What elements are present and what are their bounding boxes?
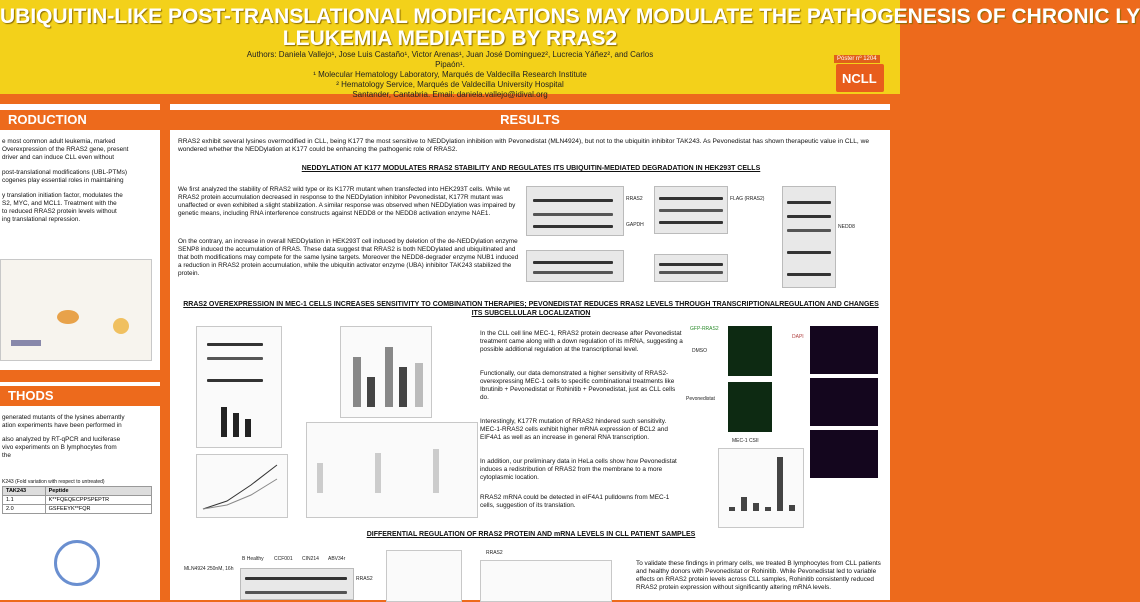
rras2-plot-label: RRAS2 <box>486 550 503 556</box>
western-blot-5 <box>782 186 836 288</box>
results-p6: In addition, our preliminary data in HeLa cells show how Pevonedistat induces a redistribution of RRAS2 from the membrane to a more cytoplasmic location. <box>480 458 677 481</box>
methods-panel <box>0 382 160 600</box>
intro-line: S2, MYC, and MCL1. Treatment with the <box>2 200 117 207</box>
table-cell: GSFEEYK**FQR <box>45 505 151 514</box>
intro-text <box>2 138 156 224</box>
results-p3: In the CLL cell line MEC-1, RRAS2 protein decrease after Pevonedistat treatment came along with a down regulation of its mRNA, suggesting a possible additional regulation at the transcriptional level. <box>480 330 683 353</box>
blot-label-nedd8: NEDD8 <box>838 224 855 230</box>
authors-block <box>240 50 660 100</box>
intro-line: e most common adult leukemia, marked <box>2 138 116 145</box>
mec1-blots-figure <box>196 326 282 448</box>
address: Santander, Cantabria. Email: daniela.vallejo@idival.org <box>352 90 548 99</box>
patient-label: CCF001 <box>274 556 293 562</box>
logo-text: NCLL <box>842 71 877 86</box>
mln-treatment-label: MLN4924 250nM, 16h <box>184 566 234 572</box>
patient-label: ABV34r <box>328 556 346 562</box>
table-header-row <box>3 487 152 496</box>
scatter-plots-figure <box>306 422 478 518</box>
poster-title <box>0 5 1140 50</box>
subsection-3-title: DIFFERENTIAL REGULATION OF RRAS2 PROTEIN AND mRNA LEVELS IN CLL PATIENT SAMPLES <box>366 531 696 538</box>
results-heading: RESULTS <box>170 110 890 130</box>
patient-label: B Healthy <box>242 556 264 562</box>
patient-blot-rras2: RRAS2 <box>356 576 373 582</box>
subsection-1-title: NEDDYLATION AT K177 MODULATES RRAS2 STABILITY AND REGULATES ITS UBIQUITIN-MEDIATED DEGRADATION IN HEK293T CELLS <box>301 165 761 172</box>
patient-western-blot <box>240 568 354 600</box>
gfp-label: GFP-RRAS2 <box>690 326 719 332</box>
western-blot-1 <box>526 186 624 236</box>
patient-label: CIN214 <box>302 556 319 562</box>
microscopy-pevonedistat <box>728 382 772 432</box>
results-p7: RRAS2 mRNA could be detected in eIF4A1 pulldowns from MEC-1 cells, suggestion of its translation. <box>480 494 670 509</box>
results-p4: Functionally, our data demonstrated a higher sensitivity of RRAS2-overexpressing MEC-1 cells to specific combinational treatments like Ibrutinib + Pevonedistat or Rohinitib + Pevonedistat, just as CLL cells do. <box>480 370 676 401</box>
results-p5: Interestingly, K177R mutation of RRAS2 hindered such sensitivity. MEC-1-RRAS2 cells exhibit higher mRNA expression of BCL2 and EIF4A1 as well as an increase in general RNA transcription. <box>480 418 668 441</box>
intro-line: driver and can induce CLL even without <box>2 154 115 161</box>
intro-line: cogenes play essential roles in maintaining <box>2 177 124 184</box>
blot-label-gapdh: GAPDH <box>626 222 644 228</box>
table-cell: 1.1 <box>3 496 46 505</box>
intro-line: ing translational repression. <box>2 216 81 223</box>
table-cell: 2.0 <box>3 505 46 514</box>
title-line-2: LEUKEMIA MEDIATED BY RRAS2 <box>282 27 618 50</box>
table-row <box>3 496 152 505</box>
results-panel <box>170 104 890 600</box>
poster-number: Póster nº 1204 <box>834 55 880 63</box>
table-cell: K**FQEQECPPSPEPTR <box>45 496 151 505</box>
subsection-2-title: RRAS2 OVEREXPRESSION IN MEC-1 CELLS INCREASES SENSITIVITY TO COMBINATION THERAPIES; PEVONEDISTAT REDUCES RRAS2 LEVELS THROUGH TRANSCRIPTIONALREGULATION AND CHANGES ITS SUBCELLULAR LOCALIZATION <box>183 301 879 317</box>
pevonedistat-label: Pevonedistat <box>686 396 715 402</box>
cell-death-bar-chart <box>340 326 432 418</box>
western-blot-2 <box>526 250 624 282</box>
patient-protein-plot <box>386 550 462 602</box>
methods-line: generated mutants of the lysines aberrantly <box>2 414 125 421</box>
results-p1: We first analyzed the stability of RRAS2 wild type or its K177R mutant when transfected into HEK293T cells. While wt RRAS2 protein accumulation decreased in response to the NEDDylation inhibitor Pevonedistat, K177R mutant was unaffected or even exhibited a slight stabilization. A similar response was observed when NEDDylation was impaired by genetic means, including RNA interference constructs against NEDD8 or the NEDD8 activation enzyme NAE1. <box>178 186 516 217</box>
table-header: TAK243 <box>3 487 46 496</box>
intro-line: y translation initiation factor, modulates the <box>2 192 123 199</box>
table-row <box>3 505 152 514</box>
intro-line: Overexpression of the RRAS2 gene, present <box>2 146 129 153</box>
plasmid-diagram <box>40 532 110 592</box>
proliferation-line-chart <box>196 454 288 518</box>
patient-mrna-plot <box>480 560 612 602</box>
methods-line: also analyzed by RT-qPCR and luciferase <box>2 436 121 443</box>
results-p2: On the contrary, an increase in overall NEDDylation in HEK293T cell induced by deletion of the de-NEDDylation enzyme SENP8 induced the accumulation of RRAS. These data suggest that RRAS2 is both NEDDylated and ubiquitinated and that both modifications may compete for the same lysine targets. Moreover the NEDD8-degrader enzyme NUB1 induced a reduction in RRAS2 protein accumulation, while the ubiquitin activator enzyme (UBA) inhibitor TAK243 stabilized the protein. <box>178 238 519 277</box>
introduction-heading: RODUCTION <box>0 110 160 130</box>
intro-line: to reduced RRAS2 protein levels without <box>2 208 117 215</box>
intro-line: post-translational modifications (UBL-PTMs) <box>2 169 128 176</box>
microscopy-dapi-3 <box>810 430 878 478</box>
title-line-1: UBIQUITIN-LIKE POST-TRANSLATIONAL MODIFICATIONS MAY MODULATE THE PATHOGENESIS OF CHRONIC LY <box>0 5 1140 28</box>
authors: Authors: Daniela Vallejo¹, Jose Luis Castaño¹, Victor Arenas¹, Juan José Dominguez², Lucrecia Yáñez², and Carlos Pipaón¹. <box>246 50 654 69</box>
methods-line: ation experiments have been performed in <box>2 422 122 429</box>
intro-diagram <box>0 259 152 361</box>
dmso-label: DMSO <box>692 348 707 354</box>
results-p8: To validate these findings in primary cells, we treated B lymphocytes from CLL patients and healthy donors with Pevonedistat or Rohinitib. While Pevonedistat led to variable effects on RRAS2 protein levels across CLL samples, Rohinitib consistently reduced RRAS2 protein expression without significantly altering mRNA levels. <box>636 560 881 591</box>
methods-heading: THODS <box>0 386 160 406</box>
microscopy-dapi-2 <box>810 378 878 426</box>
microscopy-dapi-1 <box>810 326 878 374</box>
methods-line: the <box>2 452 11 459</box>
blot-label-flag: FLAG (RRAS2) <box>730 196 765 202</box>
poster-header <box>0 0 1140 99</box>
eif4a1-bar-chart <box>718 448 804 528</box>
proliferation-lines <box>197 455 287 517</box>
table-caption: K243 (Fold variation with respect to untreated) <box>2 479 105 485</box>
table-header: Peptide <box>45 487 151 496</box>
microscopy-dmso <box>728 326 772 376</box>
mec1-csii-label: MEC-1 CSII <box>732 438 759 444</box>
western-blot-3 <box>654 186 728 234</box>
introduction-panel <box>0 104 160 370</box>
blot-label-rras2: RRAS2 <box>626 196 643 202</box>
affiliation-2: ² Hematology Service, Marqués de Valdecilla University Hospital <box>336 80 564 89</box>
results-intro: RRAS2 exhibit several lysines overmodified in CLL, being K177 the most sensitive to NEDDylation inhibition with Pevonedistat (MLN4924), but not to the ubiquitin inhibitor TAK243. As Pevonedistat has shown therapeutic value in CLL, we wondered whether the NEDDylation at K177 could be enhancing the pathogenic role of RRAS2. <box>178 138 870 153</box>
methods-text <box>2 414 156 460</box>
western-blot-4 <box>654 254 728 282</box>
methods-line: vivo experiments on B lymphocytes from <box>2 444 117 451</box>
peptide-table <box>2 486 152 514</box>
affiliation-1: ¹ Molecular Hematology Laboratory, Marqués de Valdecilla Research Institute <box>313 70 587 79</box>
rras2-dapi-label: DAPI <box>792 334 804 340</box>
